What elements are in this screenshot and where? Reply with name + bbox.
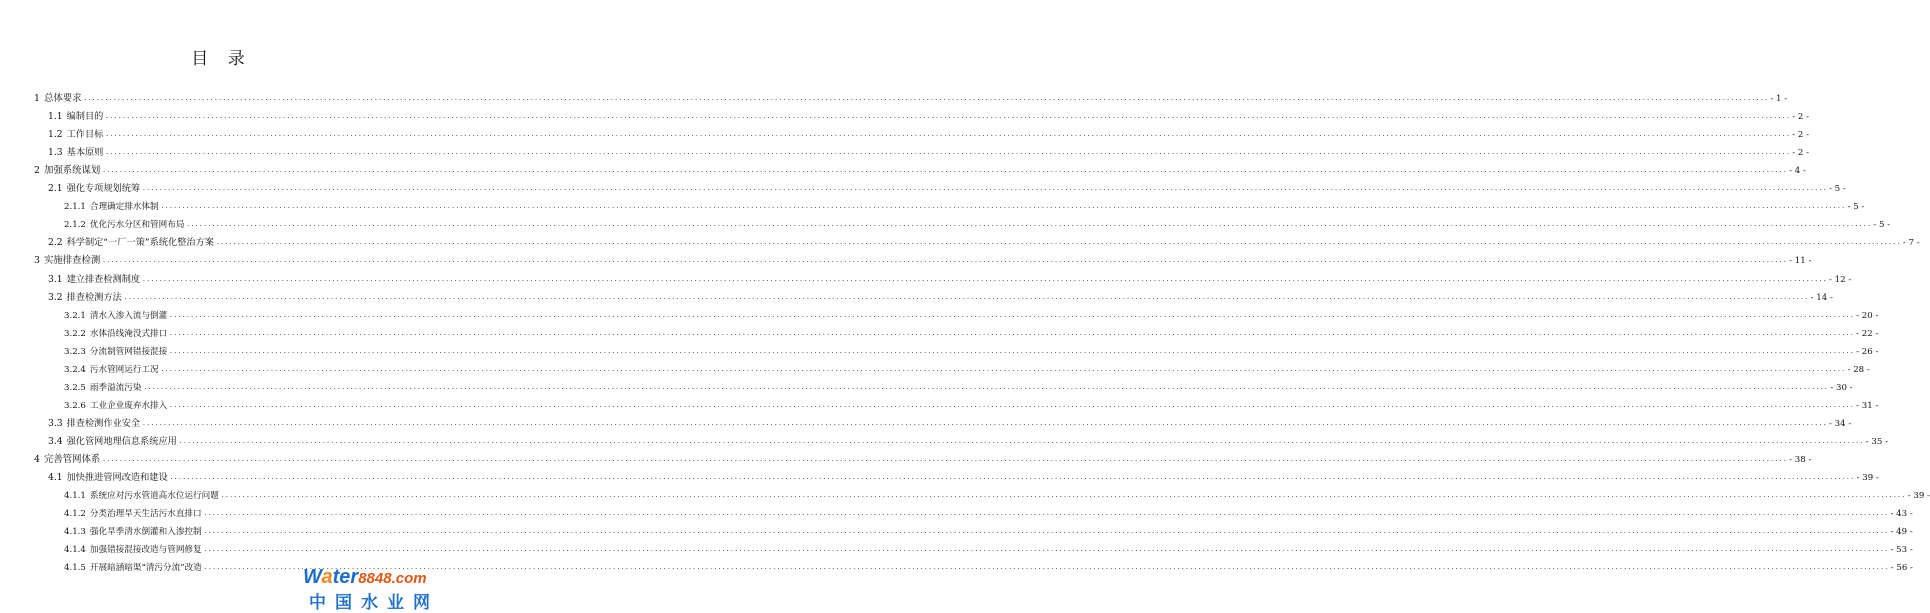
toc-leader-dots: ................................................................................................................................................................................................................................................................................................................................................................................................................ — [203, 510, 1889, 518]
toc-leader-dots: ................................................................................................................................................................................................................................................................................................................................................................................................................ — [102, 167, 1788, 175]
toc-entry-title: 强化专项规划统筹 — [66, 183, 141, 195]
toc-entry-page: - 5 - — [1873, 220, 1891, 231]
toc-entry[interactable] — [34, 451, 1812, 465]
toc-entry-page: - 4 - — [1789, 166, 1806, 177]
toc-entry-title: 合理确定排水体制 — [89, 202, 159, 213]
toc-entry-title: 分类治理旱天生活污水直排口 — [89, 509, 202, 520]
toc-entry[interactable] — [48, 271, 1852, 285]
toc-entry-number: 3.3 — [48, 417, 63, 429]
toc-entry[interactable] — [48, 433, 1889, 447]
toc-leader-dots: ................................................................................................................................................................................................................................................................................................................................................................................................................ — [160, 203, 1846, 211]
toc-entry-page: - 12 - — [1829, 274, 1852, 285]
toc-entry[interactable] — [48, 144, 1810, 159]
toc-entry-title: 实施排查检测 — [43, 255, 101, 267]
toc-leader-dots: ................................................................................................................................................................................................................................................................................................................................................................................................................ — [186, 221, 1872, 229]
toc-entry-number: 3.2.5 — [64, 382, 86, 393]
toc-entry[interactable] — [48, 289, 1833, 303]
toc-leader-dots: ................................................................................................................................................................................................................................................................................................................................................................................................................ — [83, 95, 1769, 102]
toc-entry-page: - 7 - — [1902, 238, 1920, 249]
toc-leader-dots: ................................................................................................................................................................................................................................................................................................................................................................................................................ — [178, 437, 1864, 445]
toc-entry-page: - 28 - — [1847, 364, 1870, 375]
toc-entry-number: 1.3 — [48, 147, 63, 159]
toc-entry-page: - 56 - — [1890, 563, 1913, 574]
toc-entry-number: 4.1.2 — [64, 509, 86, 520]
toc-entry-page: - 35 - — [1865, 436, 1889, 447]
toc-entry-title: 编制目的 — [66, 111, 104, 123]
toc-entry[interactable] — [64, 379, 1853, 393]
toc-entry-title: 强化管网地理信息系统应用 — [66, 435, 177, 447]
toc-entry-number: 3.2.6 — [64, 400, 86, 411]
toc-entry-title: 排查检测作业安全 — [66, 417, 141, 429]
toc-entry-page: - 20 - — [1856, 310, 1879, 321]
toc-entry-page: - 2 - — [1792, 148, 1810, 159]
toc-entry-page: - 5 - — [1829, 184, 1846, 195]
toc-entry-page: - 22 - — [1856, 328, 1879, 339]
toc-entry-title: 科学制定“一厂一策”系统化整治方案 — [66, 237, 214, 249]
toc-entry-page: - 2 - — [1792, 112, 1810, 123]
toc-entry-number: 1.2 — [48, 129, 63, 141]
toc-leader-dots: ................................................................................................................................................................................................................................................................................................................................................................................................................ — [105, 149, 1791, 157]
toc-entry-page: - 11 - — [1789, 256, 1812, 267]
toc-entry-title: 系统应对污水管道高水位运行问题 — [89, 491, 219, 502]
toc-entry-number: 3.2 — [48, 291, 63, 303]
toc-leader-dots: ................................................................................................................................................................................................................................................................................................................................................................................................................ — [169, 347, 1855, 355]
toc-entry-number: 3.2.1 — [64, 310, 86, 321]
toc-entry-title: 水体沿线淹没式排口 — [89, 328, 168, 339]
toc-entry-page: - 1 - — [1770, 94, 1788, 104]
toc-entry[interactable] — [34, 162, 1806, 177]
toc-entry-title: 分流制管网错接混接 — [89, 346, 168, 357]
toc-entry-page: - 39 - — [1907, 491, 1930, 502]
toc-entry[interactable] — [48, 469, 1879, 484]
toc-entry[interactable] — [64, 487, 1930, 502]
toc-entry-page: - 53 - — [1890, 545, 1913, 556]
toc-entry-page: - 5 - — [1847, 202, 1865, 213]
toc-entry[interactable] — [48, 415, 1852, 429]
toc-entry-title: 开展暗涵暗渠“清污分流”改造 — [89, 563, 202, 574]
toc-entry[interactable] — [48, 108, 1810, 123]
toc-entry[interactable] — [64, 343, 1879, 357]
toc-entry-page: - 30 - — [1830, 382, 1853, 393]
toc-leader-dots: ................................................................................................................................................................................................................................................................................................................................................................................................................ — [102, 257, 1788, 265]
toc-leader-dots: ................................................................................................................................................................................................................................................................................................................................................................................................................ — [169, 311, 1855, 319]
toc-entry-number: 2.2 — [48, 237, 63, 249]
toc-leader-dots: ................................................................................................................................................................................................................................................................................................................................................................................................................ — [143, 383, 1829, 391]
toc-entry-page: - 38 - — [1789, 455, 1812, 465]
toc-entry-number: 3.1 — [48, 273, 63, 285]
toc-entry-number: 3.2.2 — [64, 328, 86, 339]
toc-entry-page: - 14 - — [1810, 292, 1833, 303]
toc-entry-title: 优化污水分区和管网布局 — [89, 220, 185, 231]
toc-entry-title: 加强系统谋划 — [43, 165, 101, 177]
toc-entry-number: 4.1 — [48, 472, 63, 484]
toc-entry[interactable] — [64, 361, 1870, 375]
watermark-logo — [303, 566, 439, 613]
toc-entry[interactable] — [64, 307, 1879, 321]
toc-entry-page: - 43 - — [1890, 509, 1913, 520]
toc-leader-dots: ................................................................................................................................................................................................................................................................................................................................................................................................................ — [215, 239, 1901, 247]
toc-entry-number: 1.1 — [48, 111, 63, 123]
toc-entry-number: 4.1.3 — [64, 527, 86, 538]
toc-entry-number: 3.2.4 — [64, 364, 86, 375]
toc-entry[interactable] — [48, 234, 1920, 249]
page-title: 目 录 — [191, 49, 252, 69]
toc-entry[interactable] — [48, 180, 1846, 195]
toc-entry-title: 清水入渗入流与倒灌 — [89, 310, 168, 321]
toc-entry-number: 2.1 — [48, 183, 63, 195]
toc-entry-number: 3 — [34, 255, 40, 267]
toc-leader-dots: ................................................................................................................................................................................................................................................................................................................................................................................................................ — [203, 528, 1889, 536]
toc-entry[interactable] — [34, 252, 1812, 267]
watermark-brand: Water8848.com — [303, 566, 427, 588]
toc-entry-title: 污水管网运行工况 — [89, 364, 159, 375]
toc-entry-page: - 2 - — [1792, 130, 1810, 141]
toc-entry-page: - 49 - — [1890, 527, 1913, 538]
toc-entry-title: 加快推进管网改造和建设 — [66, 472, 168, 484]
toc-entry-title: 强化旱季清水倒灌和入渗控制 — [89, 527, 202, 538]
toc-leader-dots: ................................................................................................................................................................................................................................................................................................................................................................................................................ — [160, 365, 1846, 373]
toc-entry-title: 雨季溢流污染 — [89, 382, 142, 393]
toc-entry-title: 工作目标 — [66, 129, 104, 141]
toc-entry[interactable] — [64, 216, 1891, 231]
toc-entry-number: 2.1.2 — [64, 220, 86, 231]
toc-entry-number: 3.4 — [48, 435, 63, 447]
toc-entry[interactable] — [34, 90, 1788, 104]
toc-entry-title: 工业企业废弃水排入 — [89, 400, 168, 411]
toc-entry-title: 总体要求 — [43, 93, 82, 104]
toc-entry-number: 2 — [34, 165, 40, 177]
toc-entry-number: 1 — [34, 93, 40, 104]
toc-leader-dots: ................................................................................................................................................................................................................................................................................................................................................................................................................ — [102, 456, 1788, 463]
toc-entry-number: 4.1.1 — [64, 491, 86, 502]
toc-entry-number: 4 — [34, 454, 40, 465]
toc-entry[interactable] — [64, 198, 1865, 213]
toc-entry[interactable] — [64, 541, 1913, 556]
toc-entry[interactable] — [64, 397, 1879, 411]
toc-leader-dots: ................................................................................................................................................................................................................................................................................................................................................................................................................ — [169, 329, 1855, 337]
toc-entry-page: - 34 - — [1829, 418, 1852, 429]
toc-leader-dots: ................................................................................................................................................................................................................................................................................................................................................................................................................ — [142, 275, 1828, 283]
toc-leader-dots: ................................................................................................................................................................................................................................................................................................................................................................................................................ — [203, 546, 1889, 554]
toc-leader-dots: ................................................................................................................................................................................................................................................................................................................................................................................................................ — [169, 474, 1855, 482]
toc-entry[interactable] — [64, 523, 1913, 538]
toc-entry-title: 完善管网体系 — [43, 454, 101, 465]
toc-entry-number: 4.1.5 — [64, 563, 86, 574]
toc-leader-dots: ................................................................................................................................................................................................................................................................................................................................................................................................................ — [123, 293, 1809, 301]
watermark-cn: 中国水业网 — [309, 593, 439, 613]
toc-entry-page: - 39 - — [1856, 473, 1879, 484]
toc-leader-dots: ................................................................................................................................................................................................................................................................................................................................................................................................................ — [220, 492, 1906, 500]
toc-leader-dots: ................................................................................................................................................................................................................................................................................................................................................................................................................ — [203, 564, 1889, 572]
toc-leader-dots: ................................................................................................................................................................................................................................................................................................................................................................................................................ — [142, 419, 1828, 427]
toc-entry-page: - 31 - — [1856, 400, 1879, 411]
toc-entry-title: 排查检测方法 — [66, 291, 122, 303]
toc-entry[interactable] — [48, 126, 1810, 141]
toc-leader-dots: ................................................................................................................................................................................................................................................................................................................................................................................................................ — [169, 401, 1855, 409]
toc-entry-title: 基本原则 — [66, 147, 104, 159]
toc-leader-dots: ................................................................................................................................................................................................................................................................................................................................................................................................................ — [105, 131, 1791, 139]
toc-entry-page: - 26 - — [1856, 346, 1879, 357]
toc-entry-number: 3.2.3 — [64, 346, 86, 357]
toc-entry-number: 2.1.1 — [64, 202, 86, 213]
toc-entry-title: 建立排查检测制度 — [66, 273, 141, 285]
toc-leader-dots: ................................................................................................................................................................................................................................................................................................................................................................................................................ — [105, 113, 1791, 121]
toc-entry[interactable] — [64, 505, 1913, 520]
toc-entry-title: 加强错接混接改造与管网修复 — [89, 545, 202, 556]
toc-entry-number: 4.1.4 — [64, 545, 86, 556]
toc-leader-dots: ................................................................................................................................................................................................................................................................................................................................................................................................................ — [142, 185, 1828, 193]
toc-entry[interactable] — [64, 325, 1879, 339]
